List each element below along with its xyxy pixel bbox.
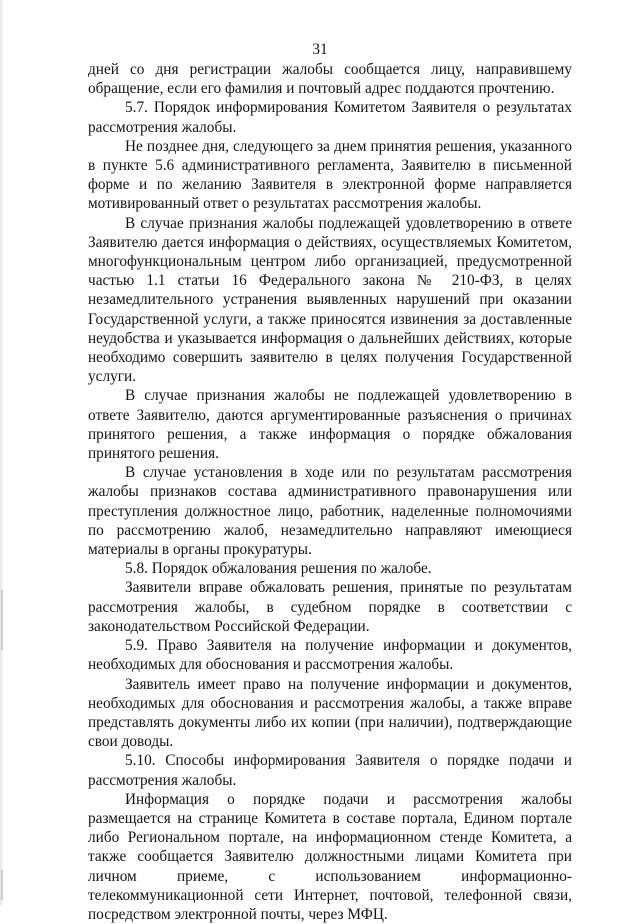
paragraph: В случае признания жалобы не подлежащей удовлетворению в ответе Заявителю, даются аргументированные разъяснения о причинах принятого решения, а также информация о порядке обжалования принятого решения. <box>88 387 572 463</box>
paragraph: В случае установления в ходе или по результатам рассмотрения жалобы признаков состава административного правонарушения или преступления должностное лицо, работник, наделенные полномочиями по рассмотрению жалоб, незамедлительно направляют имеющиеся материалы в органы прокуратуры. <box>88 464 572 559</box>
document-body <box>88 60 572 924</box>
page-number: 31 <box>312 41 328 58</box>
paragraph: В случае признания жалобы подлежащей удовлетворению в ответе Заявителю дается информация о действиях, осуществляемых Комитетом, многофункциональным центром либо организацией, предусмотренной частью 1.1 статьи 16 Федерального закона № 210-ФЗ, в целях незамедлительного устранения выявленных нарушений при оказании Государственной услуги, а также приносятся извинения за доставленные неудобства и указывается информация о дальнейших действиях, которые необходимо совершить заявителю в целях получения Государственной услуги. <box>88 214 572 386</box>
section-heading-5-9: 5.9. Право Заявителя на получение информации и документов, необходимых для обоснования и рассмотрения жалобы. <box>88 637 572 674</box>
section-heading-5-8: 5.8. Порядок обжалования решения по жалобе. <box>125 560 432 578</box>
scan-edge-shadow <box>0 0 4 905</box>
paragraph: Заявители вправе обжаловать решения, принятые по результатам рассмотрения жалобы, в судебном порядке в соответствии с законодательством Российской Федерации. <box>88 579 572 635</box>
section-heading-5-10: 5.10. Способы информирования Заявителя о порядке подачи и рассмотрения жалобы. <box>88 752 572 789</box>
paragraph: Заявитель имеет право на получение информации и документов, необходимых для обоснования и рассмотрения жалобы, а также вправе представлять документы либо их копии (при наличии), подтверждающие свои доводы. <box>88 675 572 751</box>
paragraph-continuation: дней со дня регистрации жалобы сообщается лицу, направившему обращение, если его фамилия и почтовый адрес поддаются прочтению. <box>88 61 572 98</box>
paragraph: Не позднее дня, следующего за днем принятия решения, указанного в пункте 5.6 административного регламента, Заявителю в письменной форме и по желанию Заявителя в электронной форме направляется мотивированный ответ о результатах рассмотрения жалобы. <box>88 137 572 213</box>
paragraph: Информация о порядке подачи и рассмотрения жалобы размещается на странице Комитета в составе портала, Едином портале либо Региональном портале, на информационном стенде Комитета, а также сообщается Заявителю должностными лицами Комитета при личном приеме, с использованием информационно-телекоммуникационной сети Интернет, почтовой, телефонной связи, посредством электронной почты, через МФЦ. <box>88 790 572 923</box>
scan-margin-mark <box>1 590 3 650</box>
scan-margin-mark <box>1 870 3 900</box>
section-heading-5-7: 5.7. Порядок информирования Комитетом Заявителя о результатах рассмотрения жалобы. <box>88 99 572 136</box>
